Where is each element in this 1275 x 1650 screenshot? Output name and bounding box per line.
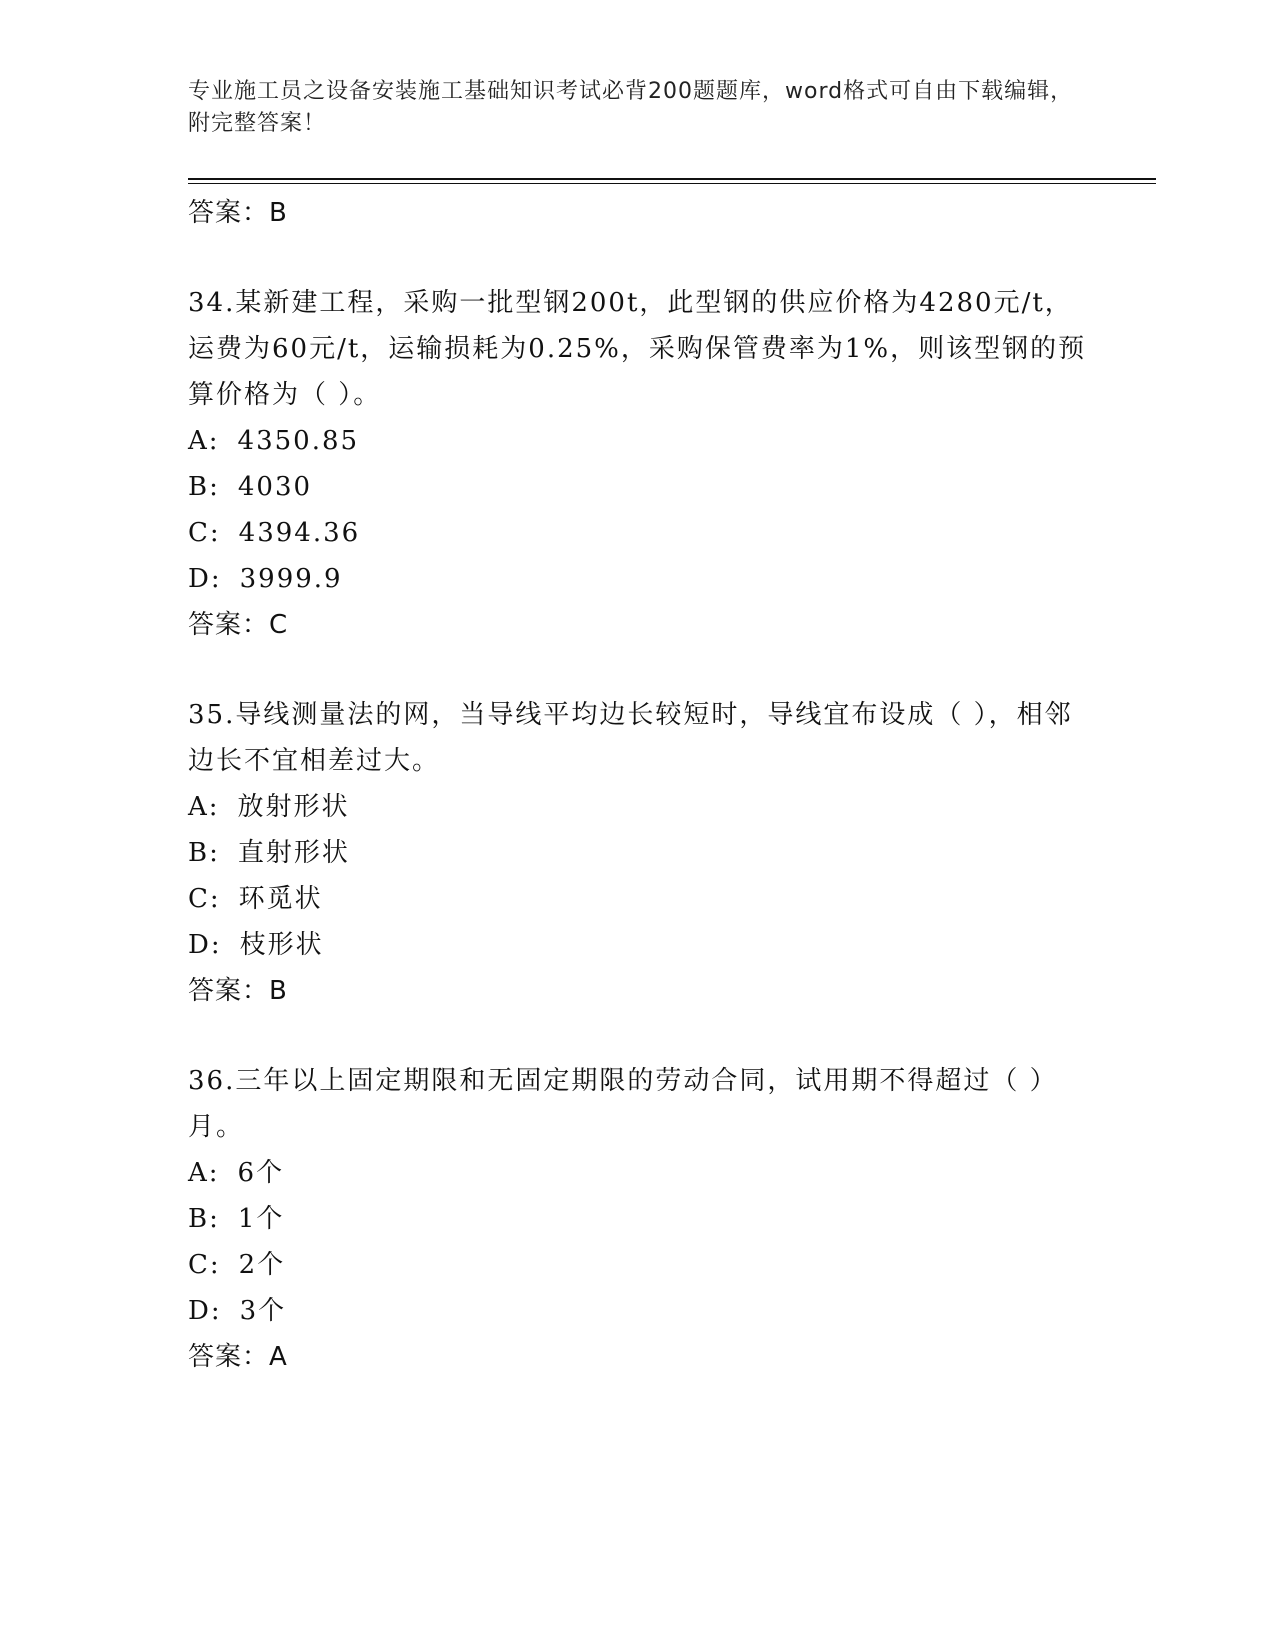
answer-line: 答案：A (188, 1342, 288, 1372)
option-c: C: 4394.36 (188, 518, 361, 548)
option-a: A: 6个 (188, 1158, 285, 1188)
question-item (188, 280, 1088, 648)
option-d: D: 枝形状 (188, 930, 324, 960)
option-a: A: 4350.85 (188, 426, 360, 456)
question-text: 34.某新建工程，采购一批型钢200t，此型钢的供应价格为4280元/t，运费为60元/t，运输损耗为0.25%，采购保管费率为1%，则该型钢的预算价格为（ ）。 (188, 288, 1087, 410)
answer-line: 答案：C (188, 610, 289, 640)
option-c: C: 2个 (188, 1250, 286, 1280)
question-text: 35.导线测量法的网，当导线平均边长较短时，导线宜布设成（ ），相邻边长不宜相差过大。 (188, 700, 1073, 776)
page-header (188, 76, 1088, 140)
answer-line: 答案：B (188, 198, 288, 228)
option-d: D: 3个 (188, 1296, 287, 1326)
option-d: D: 3999.9 (188, 564, 343, 594)
answer-line: 答案：B (188, 976, 288, 1006)
option-c: C: 环觅状 (188, 884, 323, 914)
header-divider-thin (188, 183, 1156, 184)
option-b: B: 4030 (188, 472, 313, 502)
option-b: B: 直射形状 (188, 838, 350, 868)
question-item (188, 692, 1088, 1014)
question-list (188, 190, 1088, 1380)
document-title: 专业施工员之设备安装施工基础知识考试必背200题题库，word格式可自由下载编辑，附完整答案！ (188, 79, 1074, 136)
option-a: A: 放射形状 (188, 792, 350, 822)
option-b: B: 1个 (188, 1204, 285, 1234)
question-text: 36.三年以上固定期限和无固定期限的劳动合同，试用期不得超过（ ）月。 (188, 1066, 1058, 1142)
question-item (188, 1058, 1088, 1380)
header-divider (188, 178, 1156, 180)
